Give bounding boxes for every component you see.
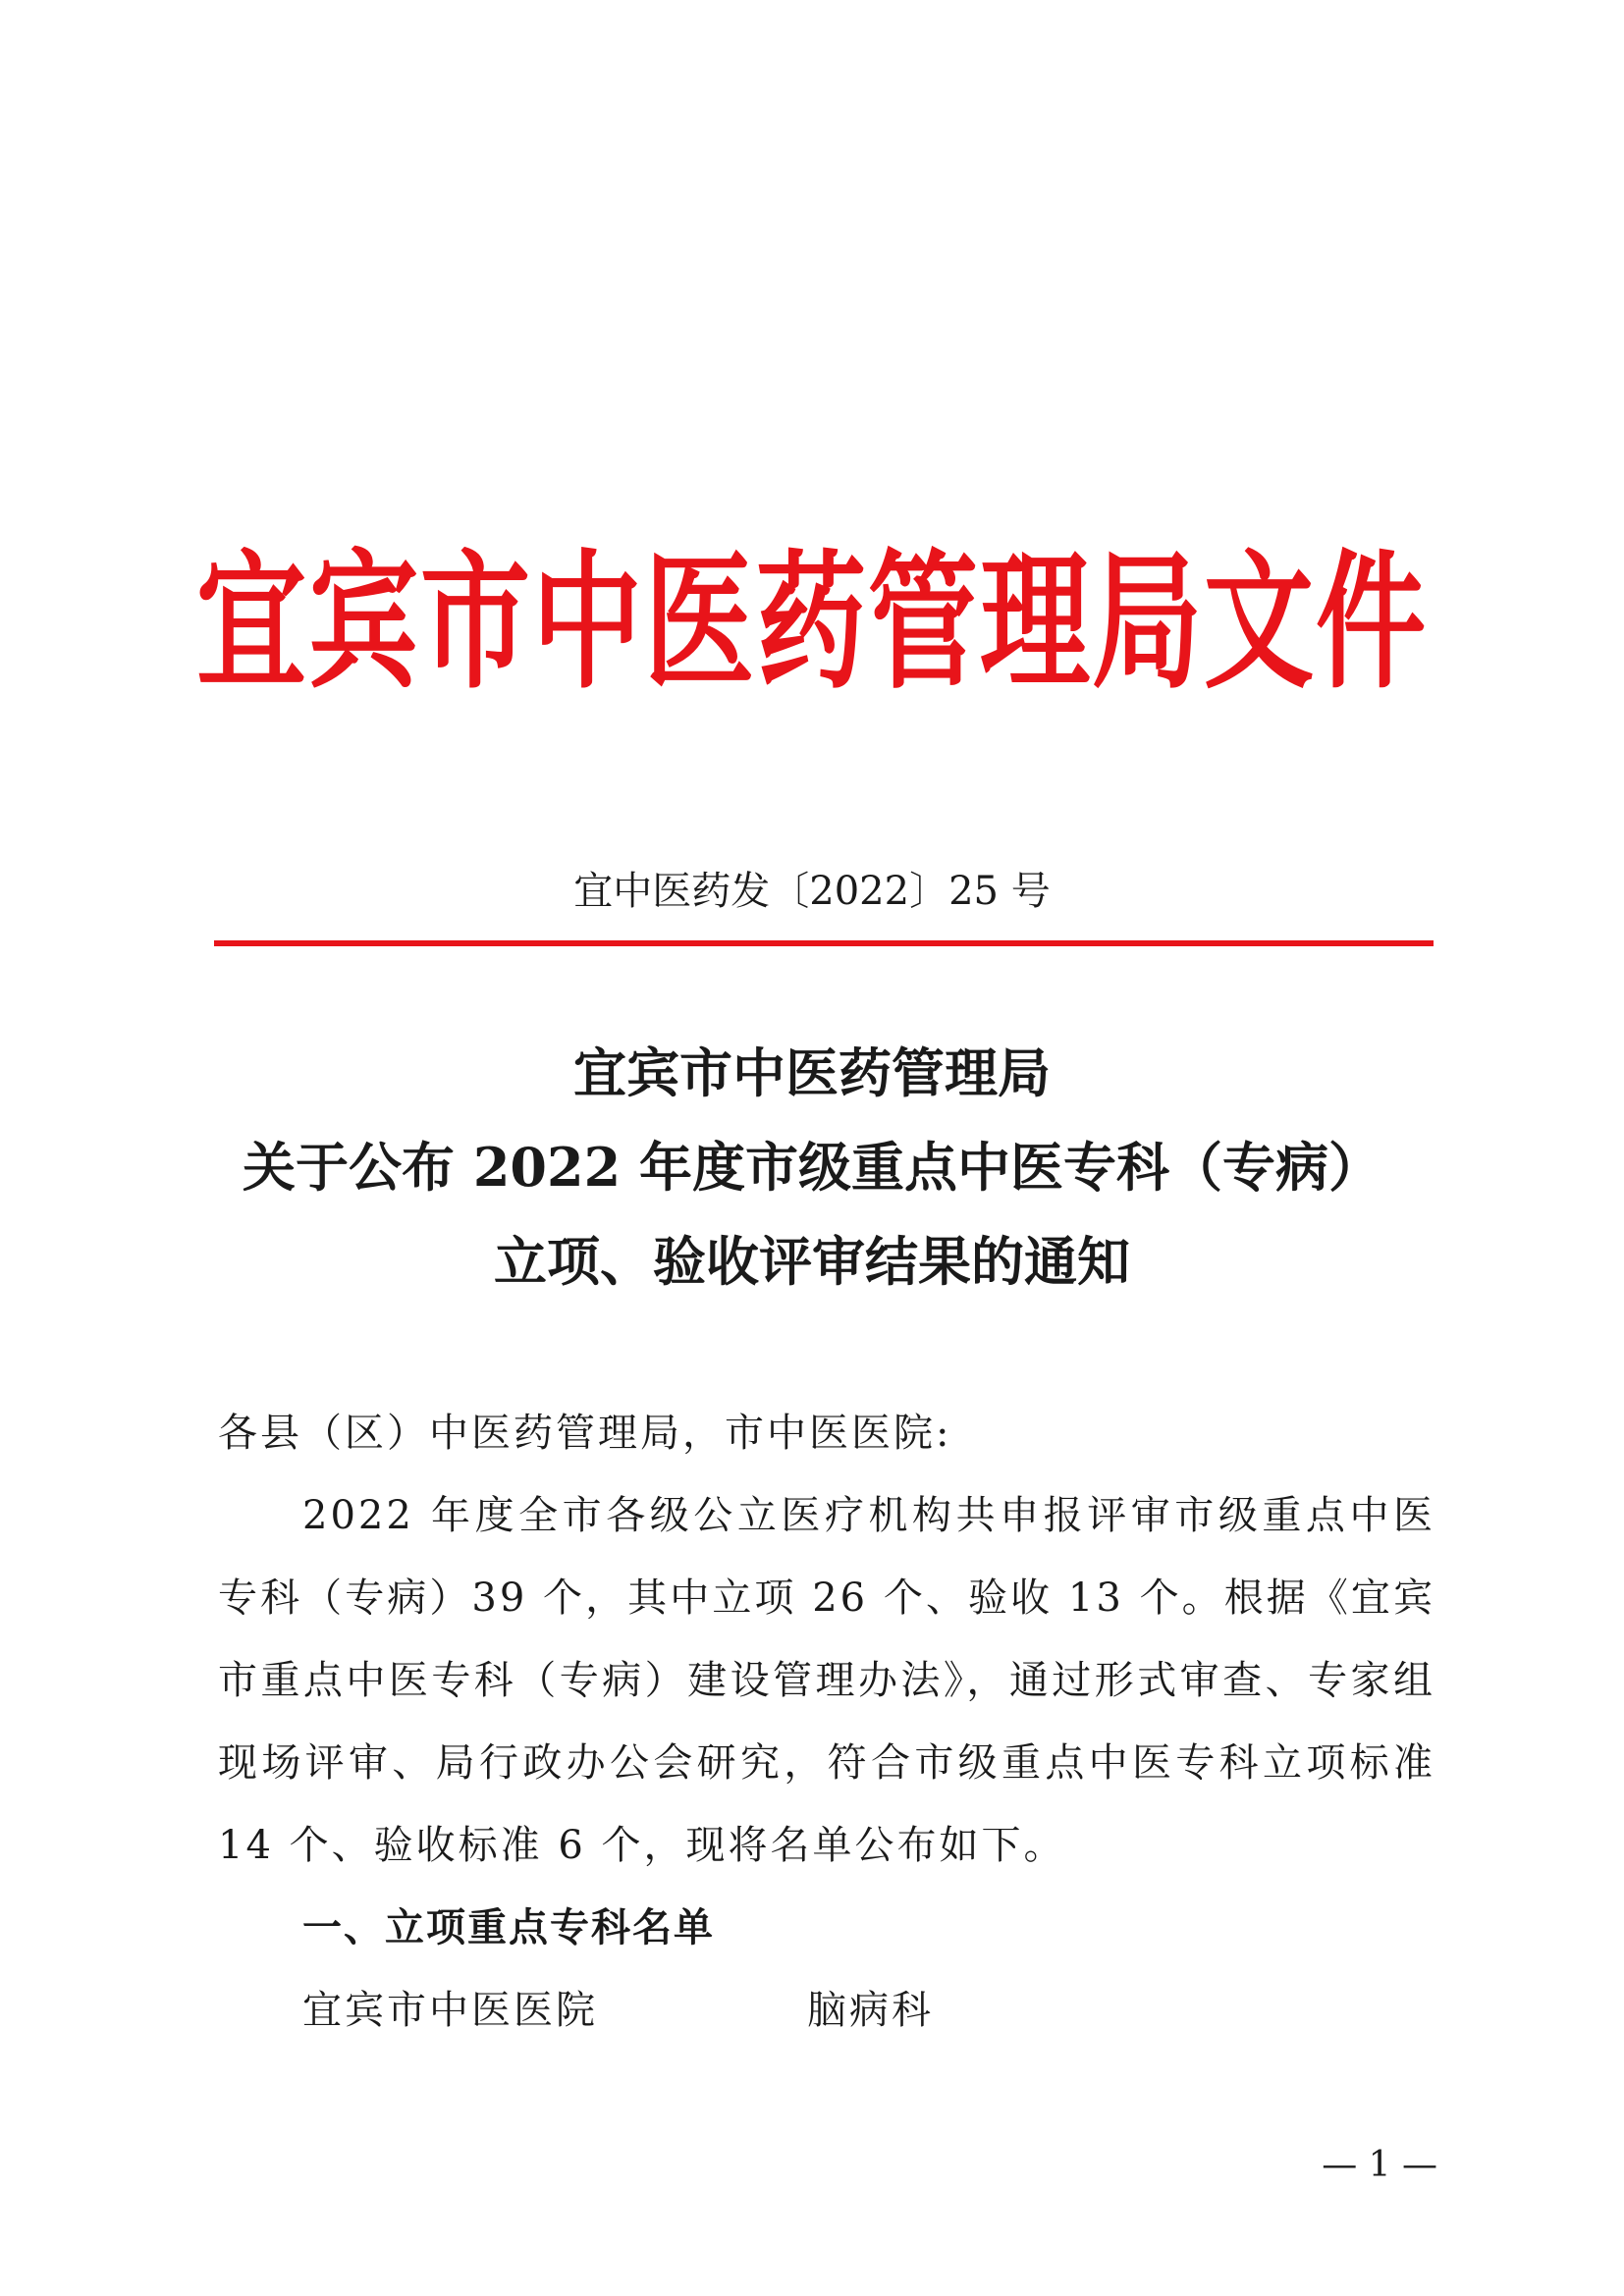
red-divider-line: [214, 940, 1434, 946]
body-paragraph: 2022 年度全市各级公立医疗机构共申报评审市级重点中医专科（专病）39 个，其中立项 26 个、验收 13 个。根据《宜宾市重点中医专科（专病）建设管理办法》，通过形式审查、专家组现场评审、局行政办公会研究，符合市级重点中医专科立项标准 14 个、验收标准 6 个，现将名单公布如下。: [218, 1493, 1435, 1868]
section-heading: 一、立项重点专科名单: [302, 1905, 715, 1950]
notice-title-line-3: 立项、验收评审结果的通知: [494, 1230, 1130, 1293]
agency-header-title: 宜宾市中医药管理局文件: [196, 535, 1428, 710]
notice-title: [147, 1026, 1477, 1308]
notice-title-line-2: 关于公布 2022 年度市级重点中医专科（专病）: [243, 1136, 1381, 1199]
salutation: 各县（区）中医药管理局，市中医医院:: [218, 1411, 952, 1456]
page-number: — 1 —: [1322, 2145, 1437, 2185]
list-item-department: 脑病科: [807, 1988, 934, 2033]
document-number: 宜中医药发〔2022〕25 号: [573, 869, 1051, 914]
list-item-hospital: 宜宾市中医医院: [302, 1988, 598, 2033]
notice-title-line-1: 宜宾市中医药管理局: [573, 1041, 1051, 1104]
